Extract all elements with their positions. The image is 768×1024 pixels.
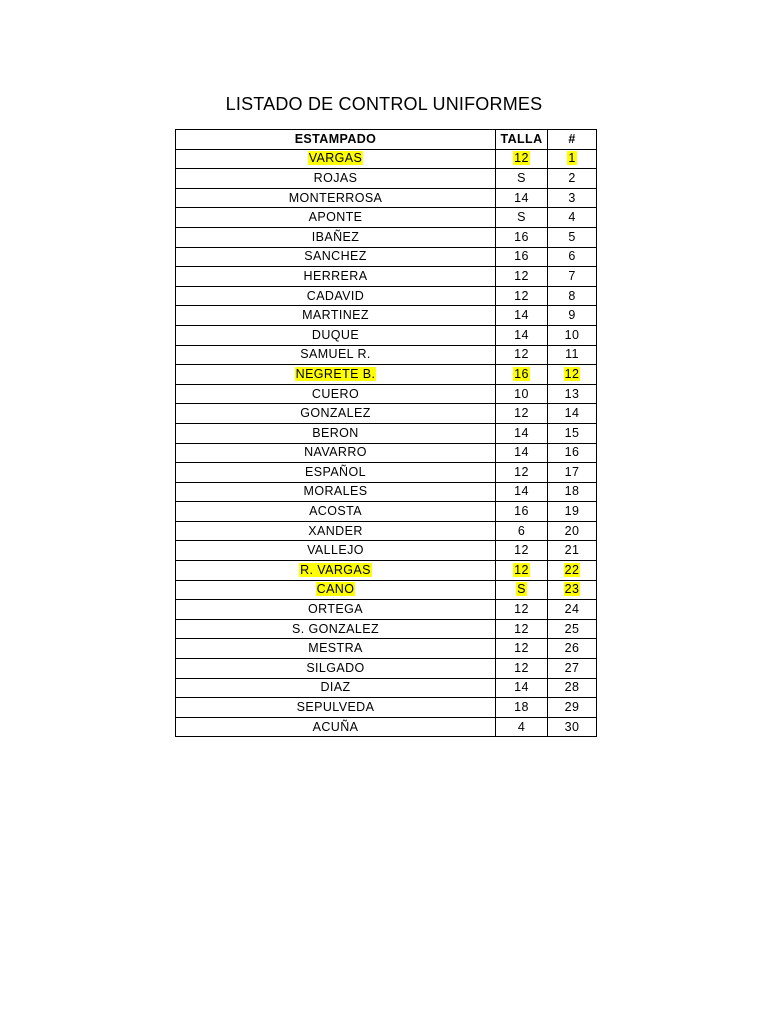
table-row [176, 443, 597, 463]
cell-number [548, 404, 597, 424]
cell-talla [496, 325, 548, 345]
table-row [176, 149, 597, 169]
cell-talla [496, 188, 548, 208]
cell-talla [496, 541, 548, 561]
cell-estampado-text: ROJAS [313, 170, 358, 185]
column-header-talla: TALLA [496, 130, 548, 150]
cell-estampado-text: R. VARGAS [300, 562, 371, 577]
cell-number [548, 227, 597, 247]
cell-number [548, 325, 597, 345]
cell-number [548, 502, 597, 522]
cell-talla [496, 149, 548, 169]
cell-talla [496, 208, 548, 228]
cell-talla-text: 12 [514, 543, 529, 558]
cell-talla-text: 12 [514, 288, 529, 303]
cell-talla-text: 16 [514, 229, 529, 244]
cell-number-text: 14 [564, 406, 580, 421]
cell-number-text: 3 [568, 190, 576, 205]
table-row [176, 561, 597, 581]
cell-estampado [176, 423, 496, 443]
cell-number-text: 23 [564, 582, 580, 597]
cell-estampado [176, 502, 496, 522]
cell-estampado-text: MONTERROSA [288, 190, 383, 205]
table-row [176, 247, 597, 267]
document-title: LISTADO DE CONTROL UNIFORMES [225, 94, 543, 114]
cell-estampado [176, 443, 496, 463]
cell-talla [496, 345, 548, 365]
cell-talla-text: 14 [514, 190, 529, 205]
cell-estampado [176, 580, 496, 600]
uniform-control-table [175, 129, 597, 737]
cell-number [548, 443, 597, 463]
cell-talla-text: 12 [514, 406, 529, 421]
table-row [176, 188, 597, 208]
cell-estampado-text: BERON [312, 425, 359, 440]
cell-number-text: 7 [568, 268, 576, 283]
cell-number [548, 247, 597, 267]
cell-talla-text: 12 [514, 268, 529, 283]
cell-estampado-text: CANO [316, 582, 355, 597]
cell-number-text: 16 [564, 445, 580, 460]
cell-number [548, 384, 597, 404]
cell-number [548, 208, 597, 228]
cell-estampado-text: SEPULVEDA [296, 700, 375, 715]
cell-talla-text: 12 [514, 347, 529, 362]
cell-talla [496, 659, 548, 679]
cell-talla [496, 561, 548, 581]
cell-estampado-text: S. GONZALEZ [291, 621, 380, 636]
cell-estampado [176, 286, 496, 306]
table-row [176, 169, 597, 189]
table-row [176, 502, 597, 522]
cell-talla [496, 169, 548, 189]
table-row [176, 717, 597, 737]
cell-talla [496, 600, 548, 620]
cell-number [548, 188, 597, 208]
cell-estampado-text: IBAÑEZ [311, 229, 360, 244]
cell-number-text: 1 [568, 151, 576, 166]
cell-number [548, 423, 597, 443]
table-row [176, 423, 597, 443]
cell-talla-text: 12 [514, 621, 529, 636]
cell-number [548, 580, 597, 600]
cell-talla [496, 678, 548, 698]
table-row [176, 306, 597, 326]
cell-estampado [176, 365, 496, 385]
table-row [176, 267, 597, 287]
cell-number-text: 28 [564, 680, 580, 695]
cell-estampado-text: NEGRETE B. [295, 366, 376, 381]
cell-talla-text: 16 [514, 366, 529, 381]
table-row [176, 541, 597, 561]
column-header-estampado: ESTAMPADO [176, 130, 496, 150]
table-row [176, 698, 597, 718]
cell-number [548, 521, 597, 541]
cell-estampado [176, 325, 496, 345]
cell-estampado-text: CUERO [311, 386, 360, 401]
table-row [176, 208, 597, 228]
cell-number-text: 24 [564, 602, 580, 617]
cell-talla [496, 580, 548, 600]
cell-estampado [176, 306, 496, 326]
table-row [176, 404, 597, 424]
cell-talla [496, 482, 548, 502]
cell-number-text: 6 [568, 249, 576, 264]
table-row [176, 619, 597, 639]
table-header-row [176, 130, 597, 150]
cell-number-text: 21 [564, 543, 580, 558]
cell-talla [496, 423, 548, 443]
cell-estampado [176, 521, 496, 541]
cell-talla-text: 12 [514, 641, 529, 656]
cell-estampado [176, 227, 496, 247]
table-row [176, 463, 597, 483]
cell-estampado [176, 149, 496, 169]
cell-number [548, 541, 597, 561]
cell-talla-text: 16 [514, 249, 529, 264]
cell-number-text: 2 [568, 170, 576, 185]
cell-talla-text: S [517, 210, 526, 225]
cell-talla [496, 463, 548, 483]
cell-talla-text: 14 [514, 484, 529, 499]
cell-talla [496, 365, 548, 385]
cell-number [548, 267, 597, 287]
cell-estampado-text: VALLEJO [307, 543, 364, 558]
cell-number [548, 717, 597, 737]
cell-talla [496, 698, 548, 718]
cell-number [548, 463, 597, 483]
cell-talla-text: 14 [514, 308, 529, 323]
cell-number-text: 10 [564, 327, 580, 342]
table-row [176, 600, 597, 620]
cell-estampado [176, 619, 496, 639]
cell-number [548, 149, 597, 169]
cell-number-text: 9 [568, 308, 576, 323]
cell-talla-text: S [517, 170, 526, 185]
cell-number [548, 600, 597, 620]
cell-number-text: 12 [564, 366, 580, 381]
cell-estampado-text: SAMUEL R. [300, 347, 371, 362]
cell-talla-text: 6 [517, 523, 526, 538]
cell-talla [496, 384, 548, 404]
cell-talla [496, 717, 548, 737]
cell-estampado-text: CADAVID [306, 288, 365, 303]
cell-number [548, 169, 597, 189]
table-row [176, 580, 597, 600]
cell-estampado-text: MORALES [303, 484, 368, 499]
table-row [176, 659, 597, 679]
cell-talla-text: 18 [514, 700, 529, 715]
table-row [176, 639, 597, 659]
cell-number [548, 345, 597, 365]
cell-estampado [176, 188, 496, 208]
cell-talla-text: 16 [514, 504, 529, 519]
cell-talla-text: 12 [514, 151, 529, 166]
cell-number [548, 659, 597, 679]
cell-estampado-text: ESPAÑOL [305, 464, 366, 479]
cell-number [548, 698, 597, 718]
cell-talla-text: 14 [514, 327, 529, 342]
cell-number [548, 561, 597, 581]
cell-estampado [176, 678, 496, 698]
table-row [176, 384, 597, 404]
cell-estampado [176, 659, 496, 679]
cell-number-text: 17 [564, 464, 580, 479]
cell-number-text: 13 [564, 386, 580, 401]
cell-talla-text: 12 [514, 660, 529, 675]
cell-talla [496, 267, 548, 287]
cell-number-text: 29 [564, 700, 580, 715]
cell-estampado-text: SANCHEZ [304, 249, 367, 264]
cell-number [548, 678, 597, 698]
cell-estampado-text: ORTEGA [308, 602, 363, 617]
cell-talla [496, 443, 548, 463]
cell-estampado [176, 404, 496, 424]
cell-estampado-text: GONZALEZ [300, 406, 371, 421]
cell-number-text: 11 [565, 347, 579, 362]
cell-estampado-text: MESTRA [308, 641, 363, 656]
cell-number-text: 15 [564, 425, 580, 440]
cell-estampado [176, 208, 496, 228]
cell-talla [496, 227, 548, 247]
cell-talla [496, 404, 548, 424]
cell-number [548, 286, 597, 306]
cell-talla-text: 12 [514, 602, 529, 617]
table-row [176, 678, 597, 698]
cell-number-text: 4 [568, 210, 576, 225]
cell-estampado-text: NAVARRO [304, 445, 367, 460]
table-row [176, 521, 597, 541]
cell-talla-text: 12 [514, 562, 529, 577]
cell-talla [496, 247, 548, 267]
cell-estampado [176, 541, 496, 561]
cell-estampado [176, 384, 496, 404]
cell-talla [496, 306, 548, 326]
cell-number-text: 5 [568, 229, 576, 244]
column-header-number: # [548, 130, 597, 150]
cell-estampado-text: HERRERA [303, 268, 368, 283]
cell-number-text: 8 [568, 288, 576, 303]
cell-estampado [176, 463, 496, 483]
cell-estampado [176, 561, 496, 581]
table-row [176, 286, 597, 306]
cell-talla [496, 286, 548, 306]
cell-estampado-text: DUQUE [311, 327, 360, 342]
cell-estampado-text: SILGADO [306, 660, 365, 675]
cell-estampado-text: ACUÑA [312, 719, 359, 734]
cell-talla [496, 619, 548, 639]
cell-number-text: 26 [564, 641, 580, 656]
table-row [176, 345, 597, 365]
cell-talla-text: 14 [514, 425, 529, 440]
cell-estampado [176, 267, 496, 287]
cell-talla [496, 502, 548, 522]
cell-estampado-text: DIAZ [320, 680, 351, 695]
table-row [176, 227, 597, 247]
cell-number [548, 482, 597, 502]
cell-number-text: 18 [564, 484, 580, 499]
cell-number-text: 22 [564, 562, 580, 577]
cell-estampado [176, 698, 496, 718]
table-row [176, 365, 597, 385]
cell-talla-text: 10 [514, 386, 529, 401]
table-body [176, 149, 597, 737]
cell-estampado-text: VARGAS [308, 151, 363, 166]
cell-number [548, 365, 597, 385]
cell-estampado [176, 717, 496, 737]
cell-estampado [176, 639, 496, 659]
cell-estampado [176, 600, 496, 620]
cell-estampado [176, 345, 496, 365]
cell-number [548, 639, 597, 659]
cell-estampado-text: XANDER [308, 523, 363, 538]
cell-estampado [176, 169, 496, 189]
cell-talla [496, 639, 548, 659]
cell-estampado-text: APONTE [308, 210, 363, 225]
table-row [176, 482, 597, 502]
cell-estampado-text: MARTINEZ [302, 308, 369, 323]
cell-number-text: 30 [564, 719, 580, 734]
cell-talla-text: 14 [514, 680, 529, 695]
cell-talla-text: 14 [514, 445, 529, 460]
cell-number-text: 20 [564, 523, 580, 538]
cell-number-text: 27 [564, 660, 580, 675]
cell-talla [496, 521, 548, 541]
cell-talla-text: 4 [517, 719, 526, 734]
cell-talla-text: 12 [514, 464, 529, 479]
cell-number [548, 619, 597, 639]
cell-number-text: 19 [564, 504, 580, 519]
cell-estampado [176, 482, 496, 502]
cell-estampado [176, 247, 496, 267]
cell-number [548, 306, 597, 326]
cell-number-text: 25 [564, 621, 580, 636]
cell-talla-text: S [517, 582, 526, 597]
table-row [176, 325, 597, 345]
cell-estampado-text: ACOSTA [309, 504, 362, 519]
